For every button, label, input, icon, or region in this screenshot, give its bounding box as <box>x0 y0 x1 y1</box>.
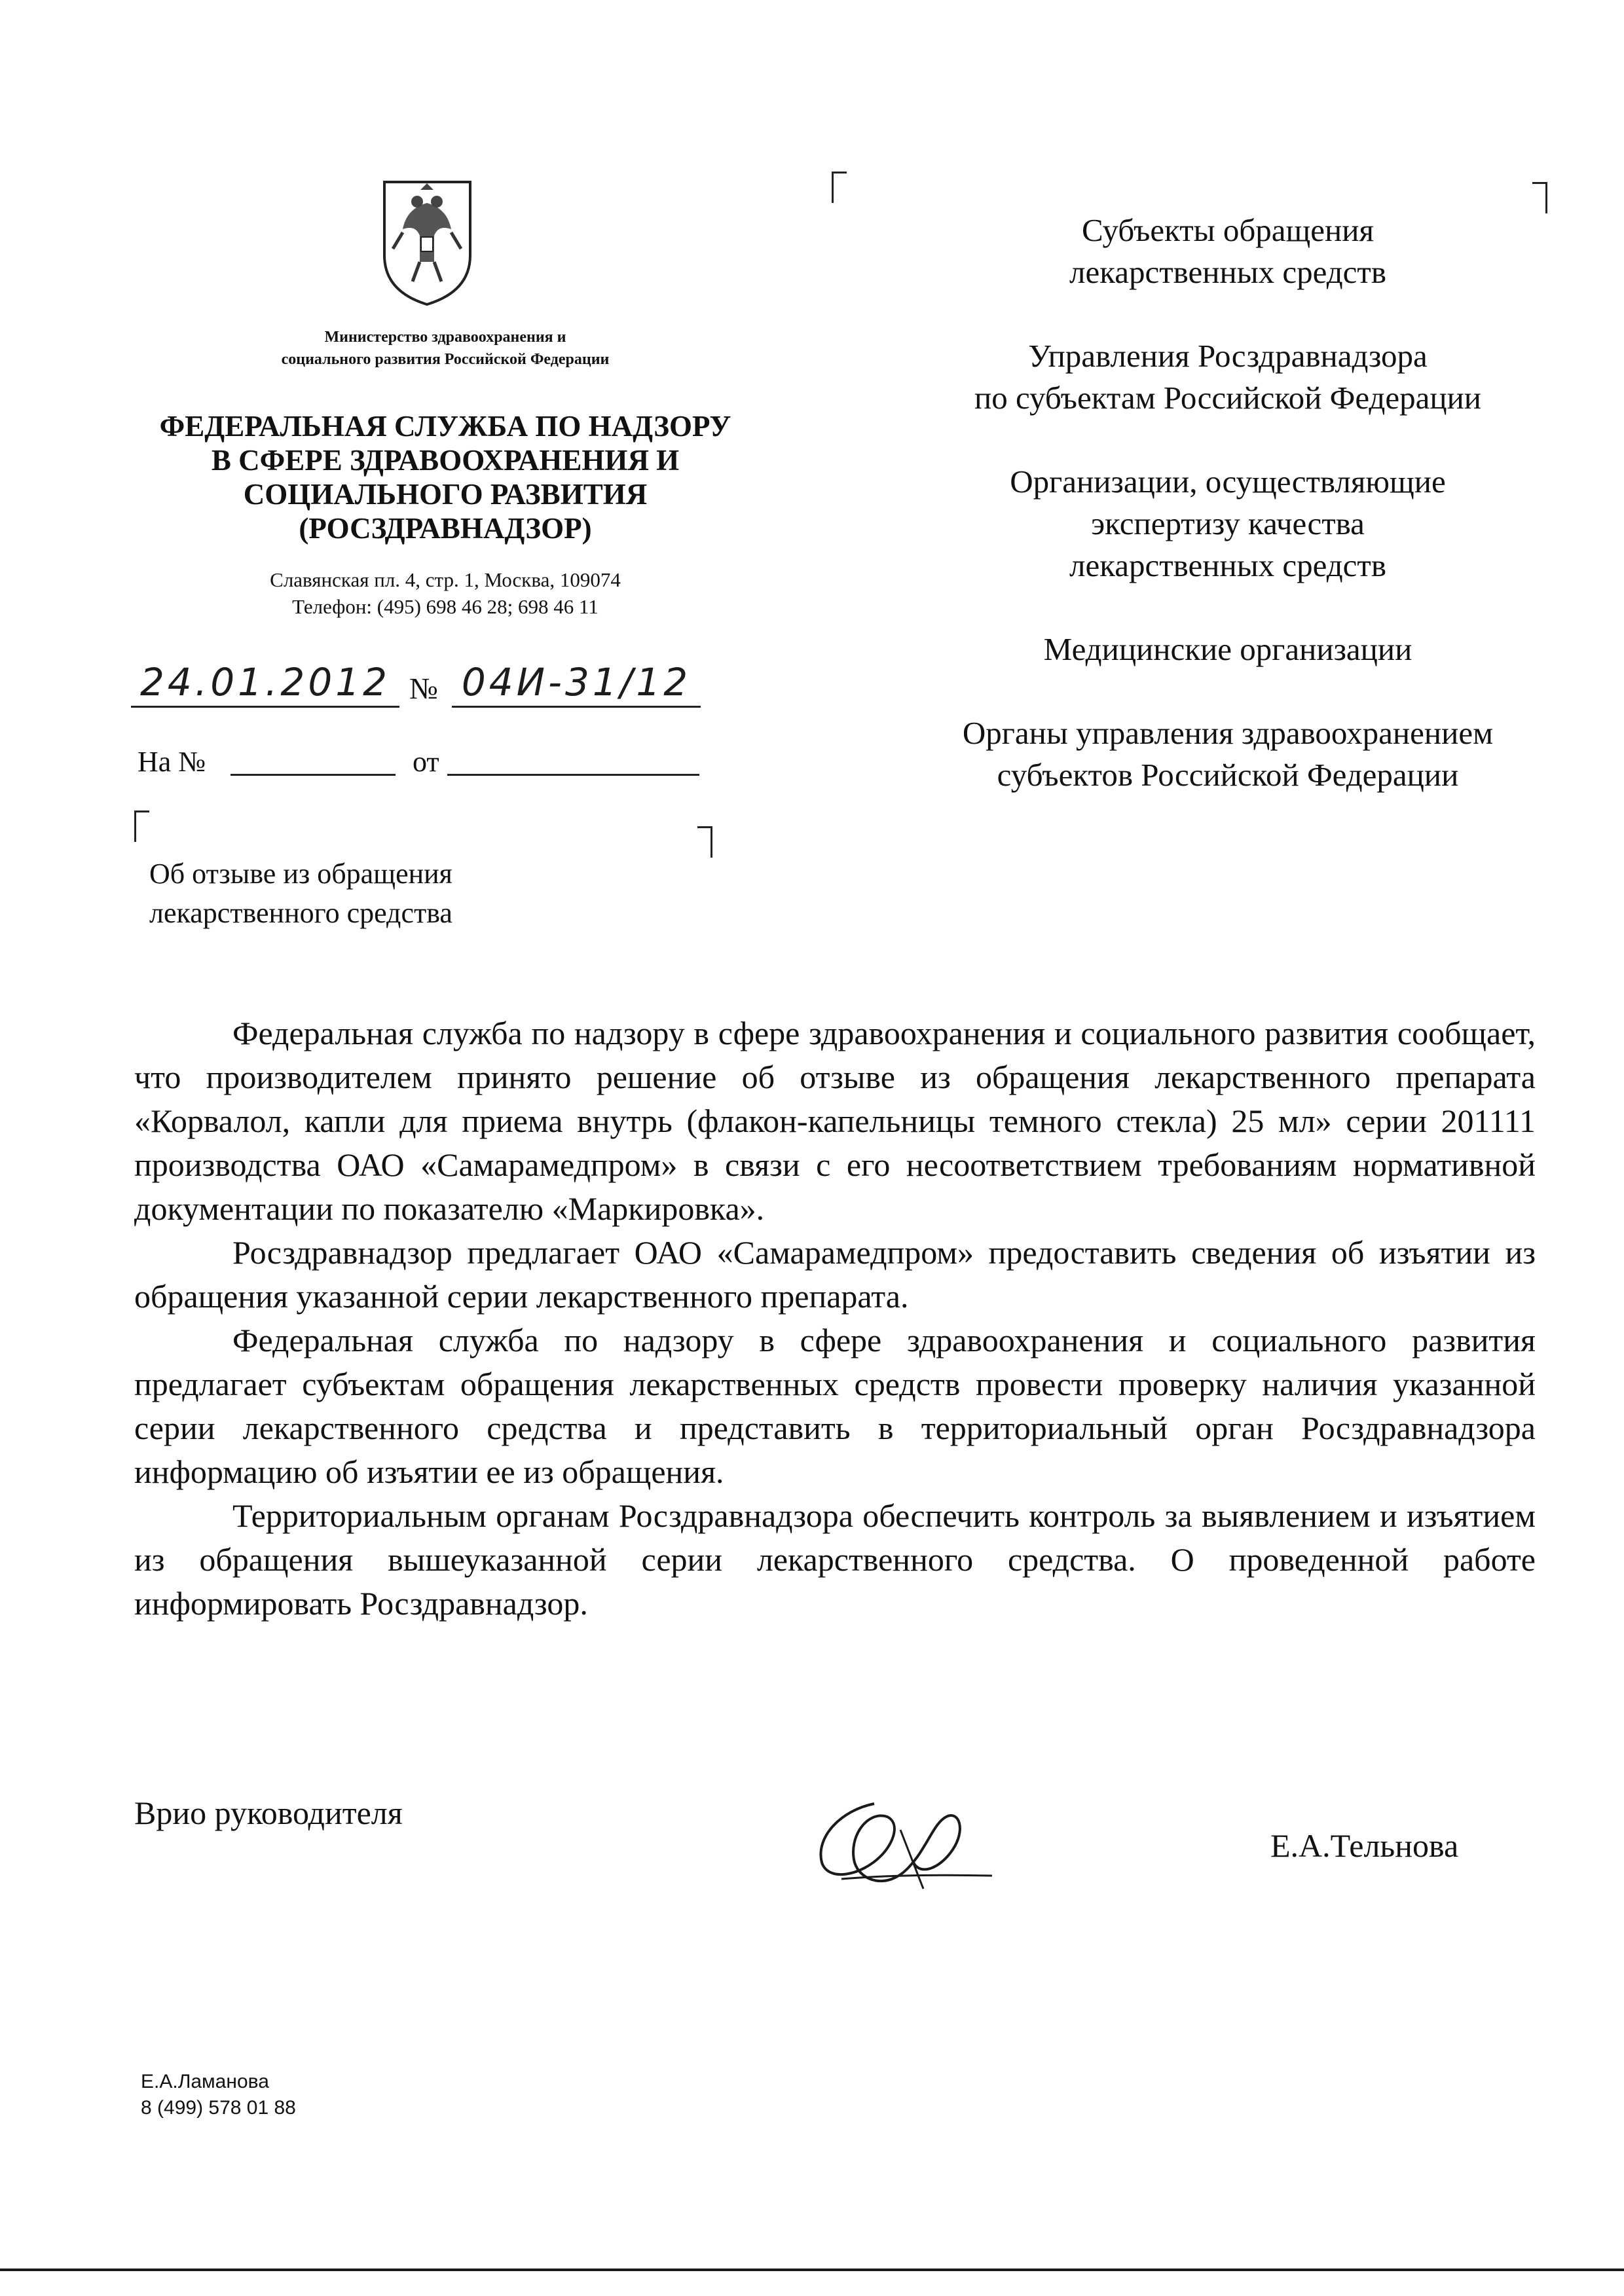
document-number: 04И-31/12 <box>452 660 701 708</box>
ministry-line: Министерство здравоохранения и <box>324 329 566 346</box>
addressee-line: Субъекты обращения <box>1081 212 1374 248</box>
reply-number-blank <box>231 774 396 776</box>
addressee-line: Медицинские организации <box>1043 631 1412 667</box>
addressee-line: Организации, осуществляющие <box>1010 464 1446 500</box>
agency-address <box>131 566 760 620</box>
corner-mark <box>134 811 149 842</box>
addressee-group <box>864 712 1591 796</box>
ministry-name <box>177 326 714 371</box>
letter-subject <box>149 854 608 933</box>
subject-line: лекарственного средства <box>149 897 452 929</box>
body-paragraph: Территориальным органам Росздравнадзора обеспечить контроль за выявлением и изъятием из обращения вышеуказанной серии лекарственного средства. О проведенной работе информировать Росздравнадзор. <box>134 1497 1536 1622</box>
addressee-line: Управления Росздравнадзора <box>1028 338 1428 374</box>
addressee-group <box>864 461 1591 587</box>
body-paragraph: Росздравнадзор предлагает ОАО «Самарамедпром» предоставить сведения об изъятии из обращения указанной серии лекарственного препарата. <box>134 1234 1536 1315</box>
letter-body <box>134 1011 1536 1626</box>
agency-line: (РОСЗДРАВНАДЗОР) <box>299 512 592 545</box>
agency-line: ФЕДЕРАЛЬНАЯ СЛУЖБА ПО НАДЗОРУ <box>159 410 731 443</box>
corner-mark <box>697 826 712 858</box>
reply-from-label: от <box>413 746 439 778</box>
body-paragraph: Федеральная служба по надзору в сфере здравоохранения и социального развития предлагает субъектам обращения лекарственных средств провести проверку наличия указанной серии лекарственного средства и представить в территориальный орган Росздравнадзора информацию об изъятии ее из обращения. <box>134 1322 1536 1490</box>
russian-coat-of-arms-icon <box>377 177 478 308</box>
executor-phone: 8 (499) 578 01 88 <box>141 2097 296 2119</box>
addressee-group <box>864 629 1591 670</box>
addressee-line: лекарственных средств <box>1069 547 1386 583</box>
agency-line: В СФЕРЕ ЗДРАВООХРАНЕНИЯ И <box>211 444 680 477</box>
executor-info <box>141 2069 296 2121</box>
ministry-line: социального развития Российской Федерации <box>281 351 610 368</box>
address-line: Славянская пл. 4, стр. 1, Москва, 109074 <box>270 568 621 591</box>
number-sign: № <box>409 672 438 705</box>
addressee-line: субъектов Российской Федерации <box>997 757 1459 793</box>
signatory-title: Врио руководителя <box>134 1795 403 1831</box>
executor-name: Е.А.Ламанова <box>141 2071 269 2092</box>
agency-line: СОЦИАЛЬНОГО РАЗВИТИЯ <box>243 478 648 511</box>
addressee-line: Органы управления здравоохранением <box>962 715 1494 751</box>
signatory-name: Е.А.Тельнова <box>1270 1827 1459 1864</box>
addressee-line: лекарственных средств <box>1069 254 1386 290</box>
addressee-group <box>864 335 1591 419</box>
handwritten-signature <box>802 1784 999 1908</box>
reply-prefix: На № <box>138 746 206 778</box>
addressee-line: экспертизу качества <box>1091 505 1365 541</box>
corner-mark <box>832 172 847 203</box>
page-bottom-rule <box>0 2269 1624 2271</box>
agency-name <box>98 409 792 545</box>
document-date: 24.01.2012 <box>131 660 399 708</box>
addressee-line: по субъектам Российской Федерации <box>974 380 1482 416</box>
corner-mark <box>1532 182 1547 213</box>
reply-date-blank <box>447 774 699 776</box>
phone-line: Телефон: (495) 698 46 28; 698 46 11 <box>292 595 599 618</box>
subject-line: Об отзыве из обращения <box>149 858 452 890</box>
addressee-list <box>864 210 1591 838</box>
addressee-group <box>864 210 1591 293</box>
body-paragraph: Федеральная служба по надзору в сфере здравоохранения и социального развития сообщает, что производителем принято решение об отзыве из обращения лекарственного препарата «Корвалол, капли для приема внутрь (флакон-капельницы темного стекла) 25 мл» серии 201111 производства ОАО «Самарамедпром» в связи с его несоответствием требованиям нормативной документации по показателю «Маркировка». <box>134 1015 1536 1227</box>
